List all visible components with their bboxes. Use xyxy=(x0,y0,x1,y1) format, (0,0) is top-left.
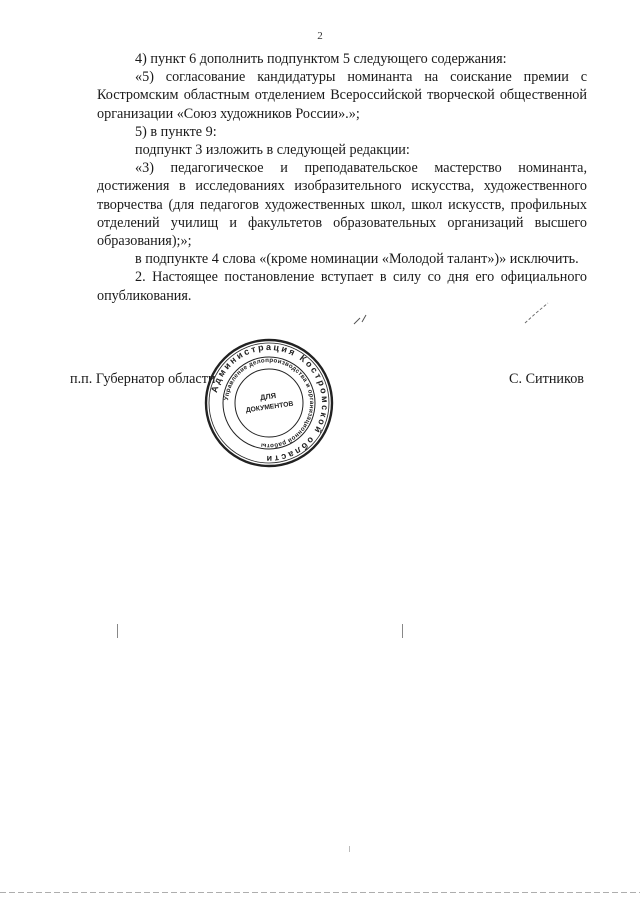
page-number: 2 xyxy=(317,30,323,42)
document-body xyxy=(97,50,587,305)
margin-tick-bottom xyxy=(349,846,350,852)
stamp-outer-text: Администрация Костромской области xyxy=(209,341,331,465)
signature-name: С. Ситников xyxy=(509,371,584,387)
scan-edge-line xyxy=(0,892,640,893)
paragraph-subitem-3-intro: подпункт 3 изложить в следующей редакции: xyxy=(135,142,410,159)
signature-position: п.п. Губернатор области xyxy=(70,371,216,387)
paragraph-subitem-3-text: «3) педагогическое и преподавательское мастерство номинанта, достижения в исследованиях изобразительного искусства, художественного творчества (для педагогов художественных школ, школ искусств, профильных отделений училищ и факультетов образовательных организаций высшего образования);»; xyxy=(97,160,587,250)
paragraph-subitem-4: в подпункте 4 слова «(кроме номинации «Молодой талант»)» исключить. xyxy=(135,251,579,268)
paragraph-effective-date: 2. Настоящее постановление вступает в силу со дня его официального опубликования. xyxy=(97,269,587,304)
pen-mark-right xyxy=(522,300,552,326)
paragraph-item-5: 5) в пункте 9: xyxy=(135,123,217,140)
margin-tick-right xyxy=(402,624,403,638)
paragraph-subitem-5-text: «5) согласование кандидатуры номинанта на соискание премии с Костромским областным отделением Всероссийской творческой общественной организации «Союз художников России».»; xyxy=(97,69,587,122)
pen-mark-left xyxy=(352,312,372,328)
stamp-center-line2: ДОКУМЕНТОВ xyxy=(245,400,294,415)
stamp-inner-text: Управление делопроизводства и организационной работы xyxy=(223,356,316,450)
official-stamp-seal xyxy=(203,337,335,469)
stamp-center-line1: ДЛЯ xyxy=(259,390,277,403)
paragraph-item-4: 4) пункт 6 дополнить подпунктом 5 следующего содержания: xyxy=(135,51,507,67)
margin-tick-left xyxy=(117,624,118,638)
